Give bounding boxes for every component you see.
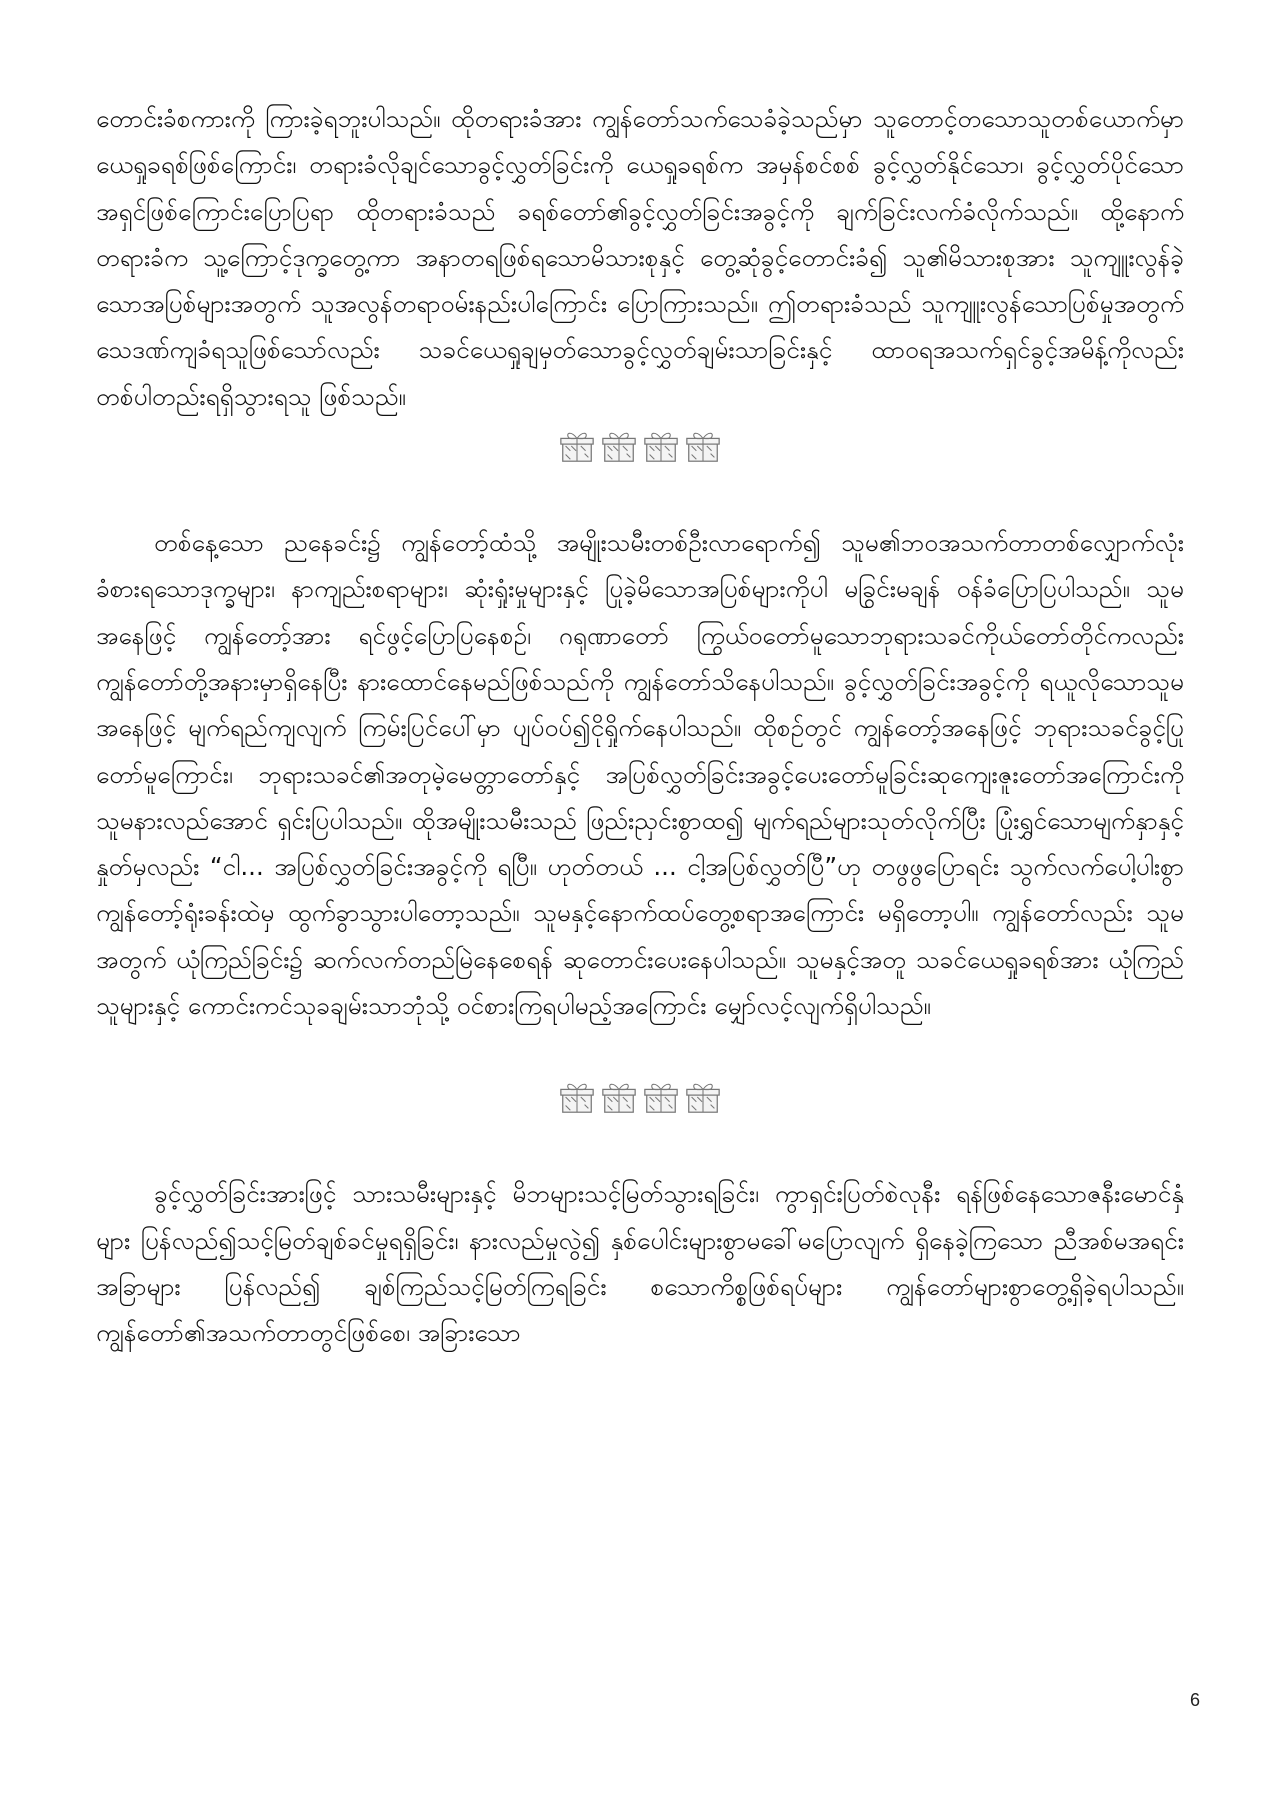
- gift-box-icon: [684, 1078, 722, 1116]
- gift-box-icon: [558, 1078, 596, 1116]
- document-page: [96, 96, 1184, 1756]
- paragraph-1: တောင်းခံစကားကို ကြားခဲ့ရဘူးပါသည်။ ထိုတရားခံအား ကျွန်တော်သက်သေခံခဲ့သည်မှာ သူတောင့်တသောသူတစ်ယောက်မှာ ယေရှုခရစ်ဖြစ်ကြောင်း၊ တရားခံလိုချင်သောခွင့်လွှတ်ခြင်းကို ယေရှုခရစ်က အမှန်စင်စစ် ခွင့်လွှတ်နိုင်သော၊ ခွင့်လွှတ်ပိုင်သောအရှင်ဖြစ်ကြောင်းပြောပြရာ ထိုတရားခံသည် ခရစ်တော်၏ခွင့်လွှတ်ခြင်းအခွင့်ကို ချက်ခြင်းလက်ခံလိုက်သည်။ ထို့နောက် တရားခံက သူ့ကြောင့်ဒုက္ခတွေ့ကာ အနာတရဖြစ်ရသောမိသားစုနှင့် တွေ့ဆုံခွင့်တောင်းခံ၍ သူ၏မိသားစုအား သူကျူးလွန်ခဲ့သောအပြစ်များအတွက် သူအလွန်တရာဝမ်းနည်းပါကြောင်း ပြောကြားသည်။ ဤတရားခံသည် သူကျူးလွန်သောပြစ်မှုအတွက် သေဒဏ်ကျခံရသူဖြစ်သော်လည်း သခင်ယေရှုချမှတ်သောခွင့်လွှတ်ချမ်းသာခြင်းနှင့် ထာဝရအသက်ရှင်ခွင့်အမိန့်ကိုလည်း တစ်ပါတည်းရရှိသွားရသူ ဖြစ်သည်။: [96, 104, 1184, 411]
- gift-box-icon: [642, 427, 680, 465]
- page-number: 6: [1189, 1690, 1200, 1710]
- gift-box-icon: [558, 427, 596, 465]
- gift-box-icon: [600, 427, 638, 465]
- paragraph-2: တစ်နေ့သော ညနေခင်း၌ ကျွန်တော့်ထံသို့ အမျိုးသမီးတစ်ဦးလာရောက်၍ သူမ၏ဘဝအသက်တာတစ်လျှောက်လုံး ခံစားရသောဒုက္ခများ၊ နာကျည်းစရာများ၊ ဆုံးရှုံးမှုများနှင့် ပြုခဲ့မိသောအပြစ်များကိုပါ မခြွင်းမချန် ဝန်ခံပြောပြပါသည်။ သူမအနေဖြင့် ကျွန်တော့်အား ရင်ဖွင့်ပြောပြနေစဉ်၊ ဂရုဏာတော် ကြွယ်ဝတော်မူသောဘုရားသခင်ကိုယ်တော်တိုင်ကလည်း ကျွန်တော်တို့အနားမှာရှိနေပြီး နားထောင်နေမည်ဖြစ်သည်ကို ကျွန်တော်သိနေပါသည်။ ခွင့်လွှတ်ခြင်းအခွင့်ကို ရယူလိုသောသူမအနေဖြင့် မျက်ရည်ကျလျက် ကြမ်းပြင်ပေါ်မှာ ပျပ်ဝပ်၍ငိုရှိုက်နေပါသည်။ ထိုစဉ်တွင် ကျွန်တော့်အနေဖြင့် ဘုရားသခင်ခွင့်ပြုတော်မူကြောင်း၊ ဘုရားသခင်၏အတုမဲ့မေတ္တာတော်နှင့် အပြစ်လွှတ်ခြင်းအခွင့်ပေးတော်မူခြင်းဆုကျေးဇူးတော်အကြောင်းကို သူမနားလည်အောင် ရှင်းပြပါသည်။ ထိုအမျိုးသမီးသည် ဖြည်းညှင်းစွာထ၍ မျက်ရည်များသုတ်လိုက်ပြီး ပြုံးရွှင်သောမျက်နှာနှင့် နှုတ်မှလည်း “ငါ... အပြစ်လွှတ်ခြင်းအခွင့်ကို ရပြီ။ ဟုတ်တယ် ... ငါ့အပြစ်လွှတ်ပြီ”ဟု တဖွဖွပြောရင်း သွက်လက်ပေါ့ပါးစွာ ကျွန်တော့်ရုံးခန်းထဲမှ ထွက်ခွာသွားပါတော့သည်။ သူမနှင့်နောက်ထပ်တွေ့စရာအကြောင်း မရှိတော့ပါ။ ကျွန်တော်လည်း သူမအတွက် ယုံကြည်ခြင်း၌ ဆက်လက်တည်မြဲနေစေရန် ဆုတောင်းပေးနေပါသည်။ သူမနှင့်အတူ သခင်ယေရှုခရစ်အား ယုံကြည်သူများနှင့် ကောင်းကင်သုခချမ်းသာဘုံသို့ ဝင်စားကြရပါမည့်အကြောင်း မျှော်လင့်လျက်ရှိပါသည်။: [96, 528, 1184, 1021]
- gift-box-ornament-divider: [96, 426, 1184, 466]
- gift-box-ornament-divider: [96, 1077, 1184, 1117]
- paragraph-3: ခွင့်လွှတ်ခြင်းအားဖြင့် သားသမီးများနှင့် မိဘများသင့်မြတ်သွားရခြင်း၊ ကွာရှင်းပြတ်စဲလုနီး ရန်ဖြစ်နေသောဇနီးမောင်နှံများ ပြန်လည်၍သင့်မြတ်ချစ်ခင်မှုရရှိခြင်း၊ နားလည်မှုလွဲ၍ နှစ်ပေါင်းများစွာမခေါ်မပြောလျက် ရှိနေခဲ့ကြသော ညီအစ်မအရင်းအခြာများ ပြန်လည်၍ ချစ်ကြည်သင့်မြတ်ကြရခြင်း စသောကိစ္စဖြစ်ရပ်များ ကျွန်တော်များစွာတွေ့ရှိခဲ့ရပါသည်။ ကျွန်တော်၏အသက်တာတွင်ဖြစ်စေ၊ အခြားသော: [96, 1179, 1184, 1348]
- gift-box-icon: [642, 1078, 680, 1116]
- gift-box-icon: [684, 427, 722, 465]
- gift-box-icon: [600, 1078, 638, 1116]
